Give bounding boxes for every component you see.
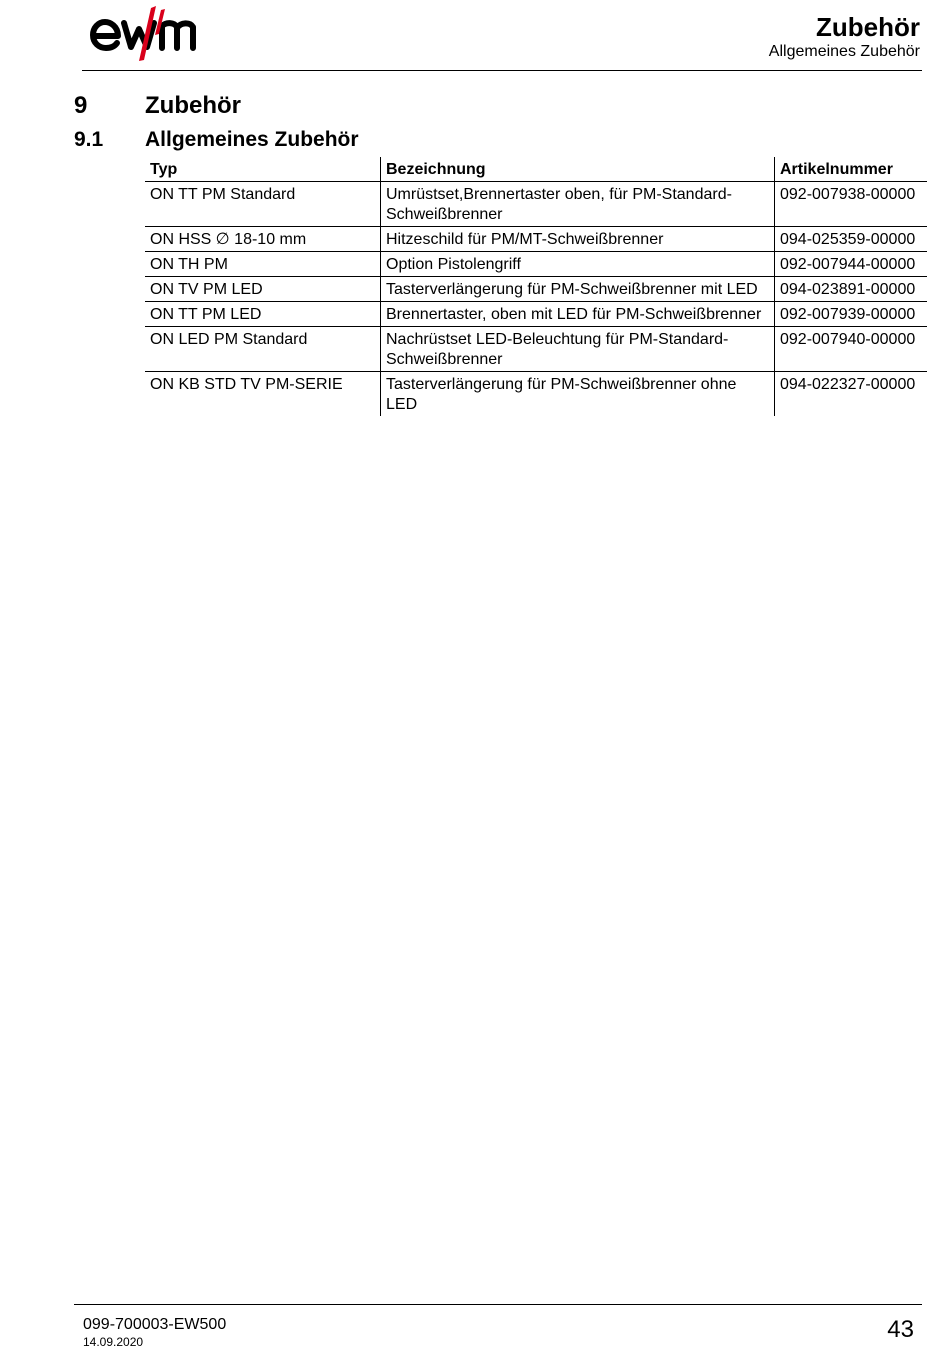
footer-divider	[74, 1304, 922, 1305]
chapter-number: 9	[74, 92, 88, 119]
accessories-table	[145, 157, 927, 416]
cell-artikelnummer: 094-025359-00000	[775, 227, 928, 252]
document-number: 099-700003-EW500	[83, 1316, 227, 1333]
cell-artikelnummer: 092-007944-00000	[775, 252, 928, 277]
cell-bezeichnung: Brennertaster, oben mit LED für PM-Schweißbrenner	[381, 302, 775, 327]
column-header-bezeichnung: Bezeichnung	[381, 157, 775, 182]
table-row	[145, 182, 927, 227]
cell-artikelnummer: 092-007939-00000	[775, 302, 928, 327]
header-subtitle: Allgemeines Zubehör	[768, 43, 920, 60]
column-header-typ: Typ	[145, 157, 381, 182]
table-row	[145, 277, 927, 302]
cell-artikelnummer: 092-007940-00000	[775, 327, 928, 372]
column-header-artikelnummer: Artikelnummer	[775, 157, 928, 182]
cell-typ: ON TT PM LED	[145, 302, 381, 327]
section-title: Allgemeines Zubehör	[145, 128, 359, 151]
cell-bezeichnung: Tasterverlängerung für PM-Schweißbrenner ohne LED	[381, 372, 775, 417]
table-row	[145, 227, 927, 252]
header-title: Zubehör	[816, 12, 920, 42]
cell-typ: ON HSS ∅ 18-10 mm	[145, 227, 381, 252]
cell-bezeichnung: Option Pistolengriff	[381, 252, 775, 277]
section-number: 9.1	[74, 128, 104, 151]
cell-typ: ON TV PM LED	[145, 277, 381, 302]
table-row	[145, 302, 927, 327]
cell-bezeichnung: Umrüstset,Brennertaster oben, für PM-Standard-Schweißbrenner	[381, 182, 775, 227]
header-divider	[82, 70, 922, 71]
cell-typ: ON KB STD TV PM-SERIE	[150, 376, 343, 393]
cell-typ: ON TT PM Standard	[145, 182, 381, 227]
cell-artikelnummer: 092-007938-00000	[775, 182, 928, 227]
document-date: 14.09.2020	[83, 1335, 144, 1349]
chapter-title: Zubehör	[145, 92, 241, 119]
cell-artikelnummer: 094-022327-00000	[775, 372, 928, 417]
ewm-logo	[90, 4, 222, 62]
cell-bezeichnung: Tasterverlängerung für PM-Schweißbrenner mit LED	[381, 277, 775, 302]
table-row	[145, 252, 927, 277]
cell-bezeichnung: Nachrüstset LED-Beleuchtung für PM-Standard-Schweißbrenner	[381, 327, 775, 372]
table-row	[145, 372, 927, 417]
table-row	[145, 327, 927, 372]
cell-artikelnummer: 094-023891-00000	[775, 277, 928, 302]
table-header-row	[145, 157, 927, 182]
cell-typ: ON LED PM Standard	[145, 327, 381, 372]
cell-bezeichnung: Hitzeschild für PM/MT-Schweißbrenner	[381, 227, 775, 252]
cell-typ: ON TH PM	[145, 252, 381, 277]
page-number: 43	[887, 1316, 914, 1343]
